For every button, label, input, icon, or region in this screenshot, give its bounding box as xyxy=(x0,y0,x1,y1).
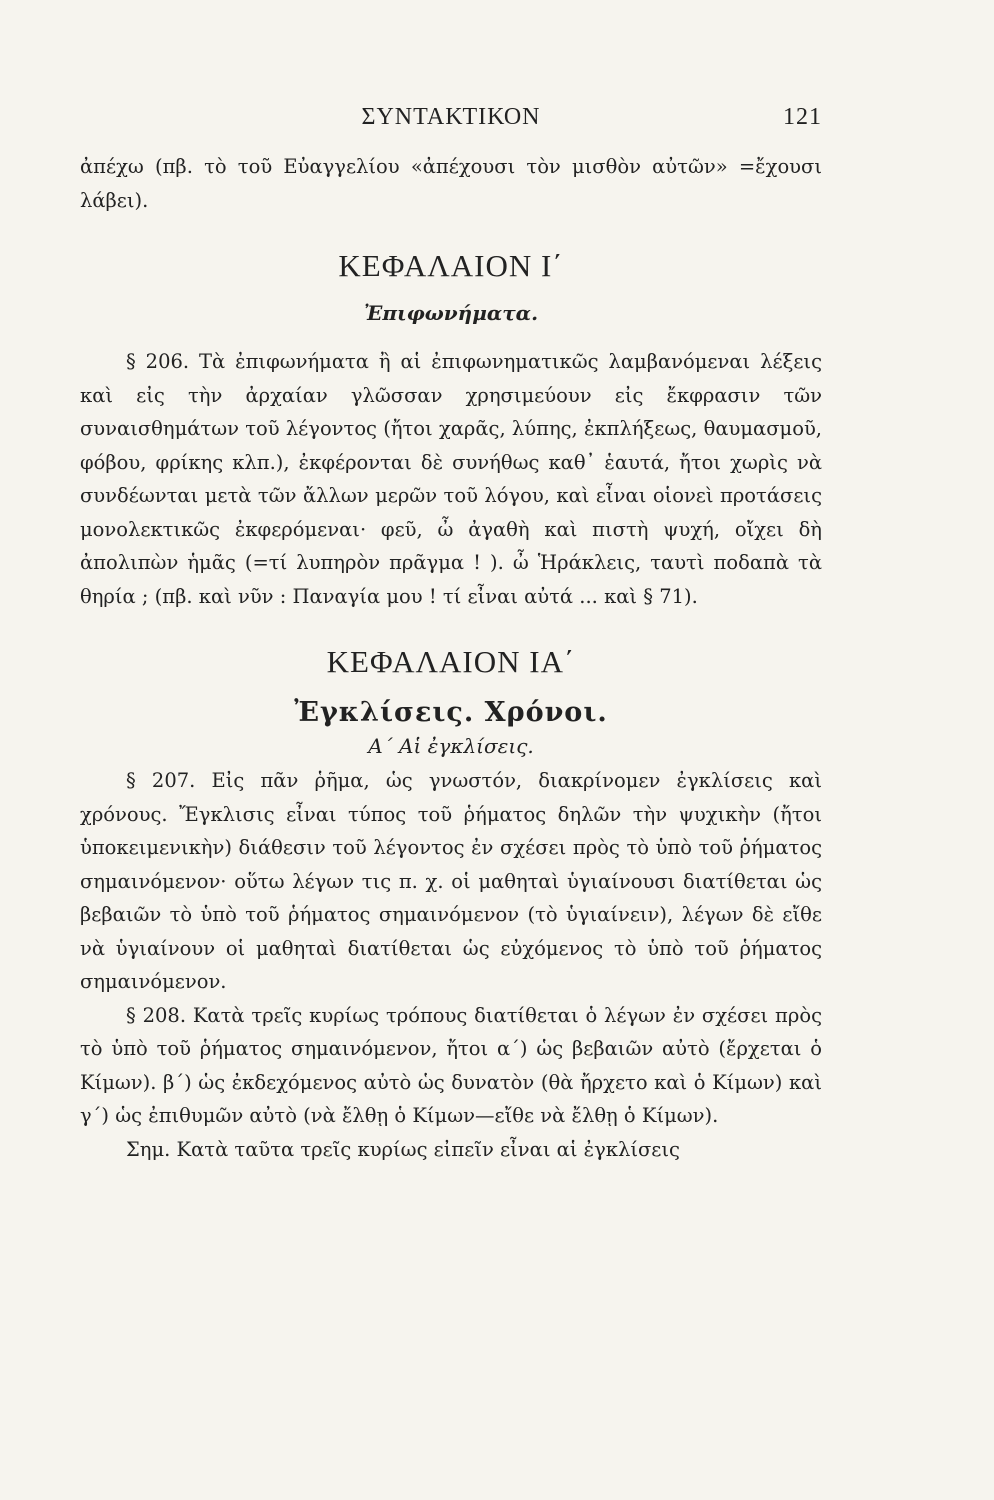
running-title: ΣΥΝΤΑΚΤΙΚΟΝ xyxy=(361,104,541,130)
subsection-heading: Α΄ Αἱ ἐγκλίσεις. xyxy=(368,734,534,758)
continuation-paragraph: ἀπέχω (πβ. τὸ τοῦ Εὐαγγελίου «ἀπέχουσι τὸν μισθὸν αὐτῶν» =ἔχουσι λάβει). xyxy=(80,155,822,212)
page-number: 121 xyxy=(783,104,822,130)
chapter-subject-11: Ἐγκλίσεις. Χρόνοι. xyxy=(294,697,608,728)
chapter-heading-11: ΚΕΦΑΛΑΙΟΝ ΙΑ΄ xyxy=(326,644,576,679)
book-page xyxy=(80,100,822,1166)
running-header xyxy=(80,100,822,140)
note-paragraph: Σημ. Κατὰ ταῦτα τρεῖς κυρίως εἰπεῖν εἶναι αἱ ἐγκλίσεις xyxy=(126,1137,680,1161)
section-206-paragraph: § 206. Τὰ ἐπιφωνήματα ἢ αἱ ἐπιφωνηματικῶς λαμβανόμεναι λέξεις καὶ εἰς τὴν ἀρχαίαν γλῶσσαν χρησιμεύουν εἰς ἔκφρασιν τῶν συναισθημάτων τοῦ λέγοντος (ἤτοι χαρᾶς, λύπης, ἐκπλήξεως, θαυμασμοῦ, φόβου, φρίκης κλπ.), ἐκφέρονται δὲ συνήθως καθ᾽ ἑαυτά, ἤτοι χωρὶς νὰ συνδέωνται μετὰ τῶν ἄλλων μερῶν τοῦ λόγου, καὶ εἶναι οἱονεὶ προτάσεις μονολεκτικῶς ἐκφερόμεναι· φεῦ, ὦ ἀγαθὴ καὶ πιστὴ ψυχή, οἴχει δὴ ἀπολιπὼν ἡμᾶς (=τί λυπηρὸν πρᾶγμα ! ). ὦ Ἡράκλεις, ταυτὶ ποδαπὰ τὰ θηρία ; (πβ. καὶ νῦν : Παναγία μου ! τί εἶναι αὐτά ... καὶ § 71). xyxy=(80,350,822,608)
chapter-subject-10: Ἐπιφωνήματα. xyxy=(363,301,539,325)
section-207-paragraph: § 207. Εἰς πᾶν ῥῆμα, ὡς γνωστόν, διακρίνομεν ἐγκλίσεις καὶ χρόνους. Ἔγκλισις εἶναι τύπος τοῦ ῥήματος δηλῶν τὴν ψυχικὴν (ἤτοι ὑποκειμενικὴν) διάθεσιν τοῦ λέγοντος ἐν σχέσει πρὸς τὸ ὑπὸ τοῦ ῥήματος σημαινόμενον· οὕτω λέγων τις π. χ. οἱ μαθηταὶ ὑγιαίνουσι διατίθεται ὡς βεβαιῶν τὸ ὑπὸ τοῦ ῥήματος σημαινόμενον (τὸ ὑγιαίνειν), λέγων δὲ εἴθε νὰ ὑγιαίνουν οἱ μαθηταὶ διατίθεται ὡς εὐχόμενος τὸ ὑπὸ τοῦ ῥήματος σημαινόμενον. xyxy=(80,769,822,993)
section-208-paragraph: § 208. Κατὰ τρεῖς κυρίως τρόπους διατίθεται ὁ λέγων ἐν σχέσει πρὸς τὸ ὑπὸ τοῦ ῥήματος σημαινόμενον, ἤτοι α΄) ὡς βεβαιῶν αὐτὸ (ἔρχεται ὁ Κίμων). β΄) ὡς ἐκδεχόμενος αὐτὸ ὡς δυνατὸν (θὰ ἤρχετο καὶ ὁ Κίμων) καὶ γ΄) ὡς ἐπιθυμῶν αὐτὸ (νὰ ἔλθῃ ὁ Κίμων—εἴθε νὰ ἔλθῃ ὁ Κίμων). xyxy=(80,1003,822,1127)
chapter-heading-10: ΚΕΦΑΛΑΙΟΝ Ι΄ xyxy=(338,248,564,283)
